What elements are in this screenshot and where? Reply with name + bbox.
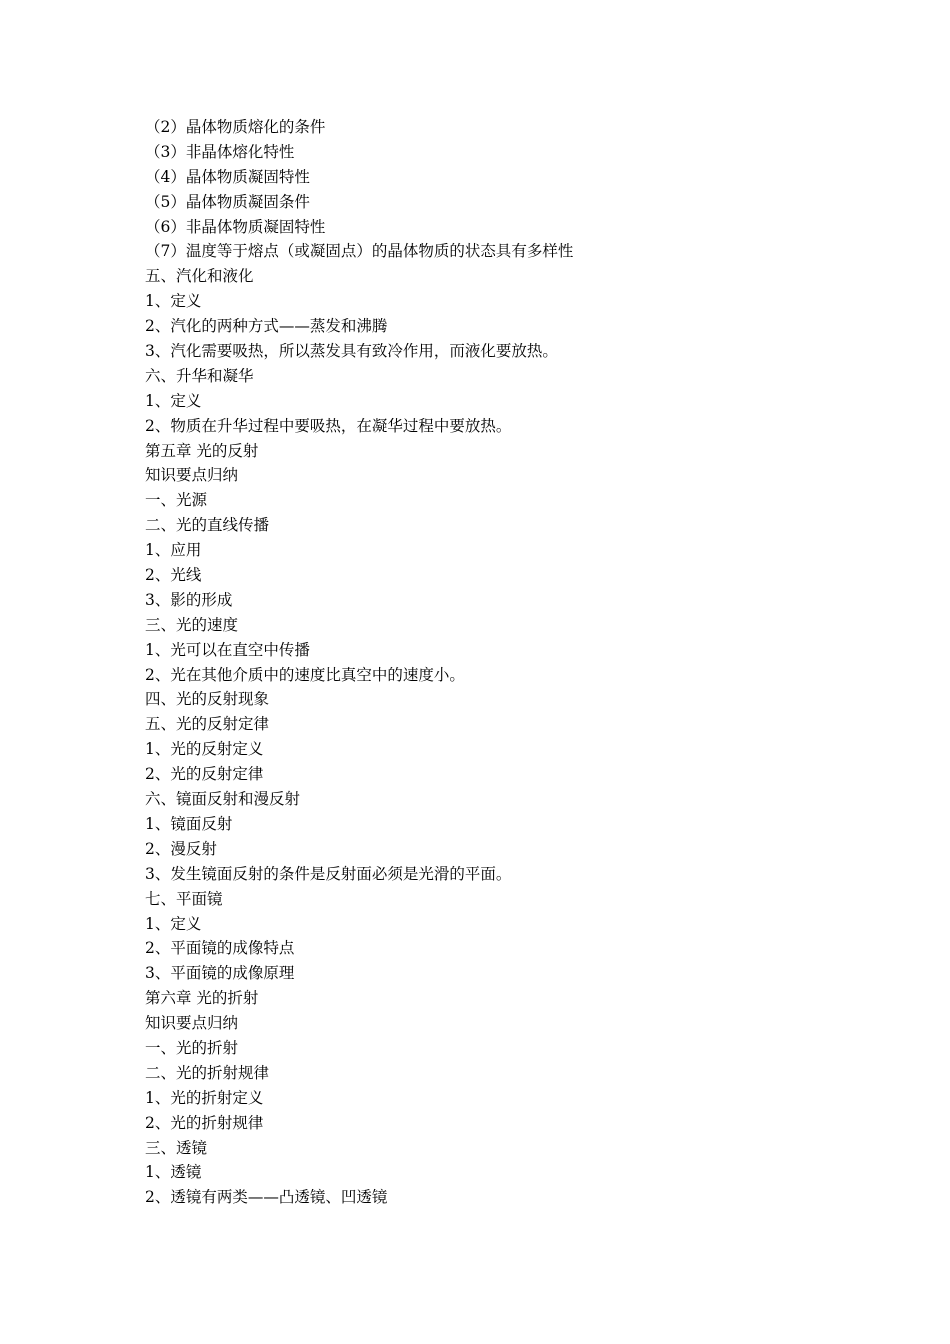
list-item: 2、透镜有两类——凸透镜、凹透镜 — [145, 1188, 388, 1207]
list-item: 1、定义 — [145, 914, 202, 933]
section-heading: 一、光源 — [145, 491, 208, 510]
list-item: 2、汽化的两种方式——蒸发和沸腾 — [145, 317, 388, 336]
chapter-title: 第五章 光的反射 — [145, 441, 259, 460]
list-item: 3、发生镜面反射的条件是反射面必须是光滑的平面。 — [145, 864, 512, 883]
list-item: 2、光在其他介质中的速度比真空中的速度小。 — [145, 665, 465, 684]
list-item: 1、透镜 — [145, 1163, 202, 1182]
document-body — [145, 115, 845, 1210]
section-heading: 五、光的反射定律 — [145, 715, 270, 734]
list-item: （6）非晶体物质凝固特性 — [145, 217, 326, 236]
section-heading: 六、镜面反射和漫反射 — [145, 790, 301, 809]
section-heading: 一、光的折射 — [145, 1038, 239, 1057]
list-item: （3）非晶体熔化特性 — [145, 142, 295, 161]
list-item: 1、光可以在直空中传播 — [145, 640, 310, 659]
list-item: 1、光的反射定义 — [145, 740, 264, 759]
section-heading: 六、升华和凝华 — [145, 366, 254, 385]
list-item: 3、平面镜的成像原理 — [145, 964, 295, 983]
list-item: 1、定义 — [145, 292, 202, 311]
list-item: 2、光线 — [145, 566, 202, 585]
section-heading: 三、透镜 — [145, 1138, 208, 1157]
list-item: 1、应用 — [145, 541, 202, 560]
list-item: 3、影的形成 — [145, 590, 233, 609]
section-heading: 二、光的折射规律 — [145, 1063, 270, 1082]
section-heading: 七、平面镜 — [145, 889, 223, 908]
section-heading: 三、光的速度 — [145, 615, 239, 634]
list-item: 2、漫反射 — [145, 839, 217, 858]
subheading: 知识要点归纳 — [145, 1014, 239, 1033]
list-item: 1、镜面反射 — [145, 814, 233, 833]
list-item: 2、物质在升华过程中要吸热，在凝华过程中要放热。 — [145, 416, 512, 435]
list-item: （5）晶体物质凝固条件 — [145, 192, 310, 211]
chapter-title: 第六章 光的折射 — [145, 989, 259, 1008]
subheading: 知识要点归纳 — [145, 466, 239, 485]
list-item: 1、光的折射定义 — [145, 1088, 264, 1107]
list-item: （2）晶体物质熔化的条件 — [145, 118, 326, 136]
section-heading: 四、光的反射现象 — [145, 690, 270, 709]
section-heading: 五、汽化和液化 — [145, 267, 254, 286]
list-item: 2、平面镜的成像特点 — [145, 939, 295, 958]
list-item: 3、汽化需要吸热，所以蒸发具有致冷作用，而液化要放热。 — [145, 342, 558, 361]
list-item: 1、定义 — [145, 391, 202, 410]
list-item: 2、光的反射定律 — [145, 765, 264, 784]
section-heading: 二、光的直线传播 — [145, 516, 270, 535]
list-item: （4）晶体物质凝固特性 — [145, 167, 310, 186]
list-item: （7）温度等于熔点（或凝固点）的晶体物质的状态具有多样性 — [145, 242, 574, 261]
list-item: 2、光的折射规律 — [145, 1113, 264, 1132]
